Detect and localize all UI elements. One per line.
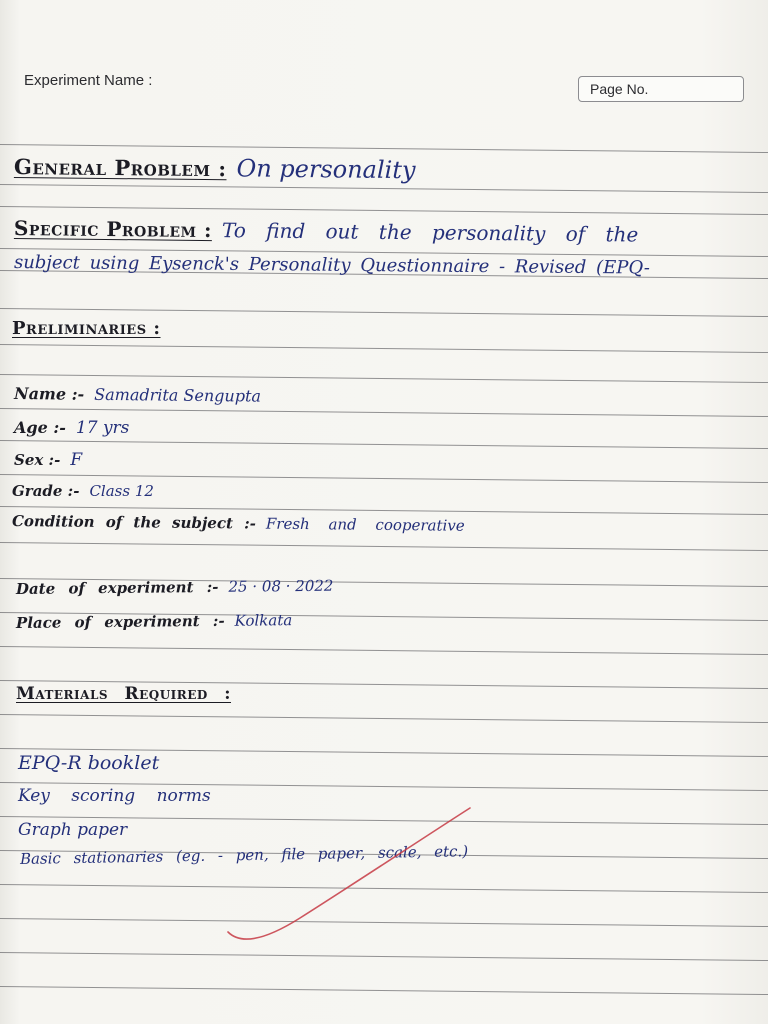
preliminaries-heading: Preliminaries : — [12, 318, 161, 339]
sex-label: Sex :- — [14, 451, 61, 469]
name-value: Samadrita Sengupta — [94, 384, 262, 406]
sex-value: F — [70, 450, 83, 470]
grade-value: Class 12 — [89, 482, 154, 500]
place-value: Kolkata — [234, 611, 293, 630]
place-label: Place of experiment :- — [15, 611, 225, 632]
page-number-label: Page No. — [590, 81, 649, 97]
specific-problem-text-1: To find out the personality of the — [221, 218, 639, 247]
condition-value: Fresh and cooperative — [265, 514, 465, 535]
name-label: Name :- — [13, 384, 85, 404]
age-label: Age :- — [14, 418, 66, 437]
general-problem-text: On personality — [236, 154, 416, 185]
condition-label: Condition of the subject :- — [11, 512, 257, 533]
material-item: Key scoring norms — [18, 786, 211, 806]
materials-heading: Materials Required : — [16, 684, 231, 704]
experiment-name-label: Experiment Name : — [24, 72, 153, 89]
material-item: Basic stationaries (eg. - pen, file paper, scale, etc.) — [19, 842, 469, 868]
specific-problem-text-2: subject using Eysenck's Personality Questionnaire - Revised (EPQ- — [13, 252, 650, 279]
age-value: 17 yrs — [75, 418, 130, 438]
specific-problem-heading: Specific Problem : — [13, 216, 213, 243]
date-value: 25 · 08 · 2022 — [228, 576, 334, 596]
grade-label: Grade :- — [12, 482, 80, 500]
date-label: Date of experiment :- — [15, 577, 219, 598]
material-item: Graph paper — [18, 820, 128, 840]
material-item: EPQ-R booklet — [18, 752, 160, 774]
general-problem-heading: General Problem : — [13, 154, 227, 182]
